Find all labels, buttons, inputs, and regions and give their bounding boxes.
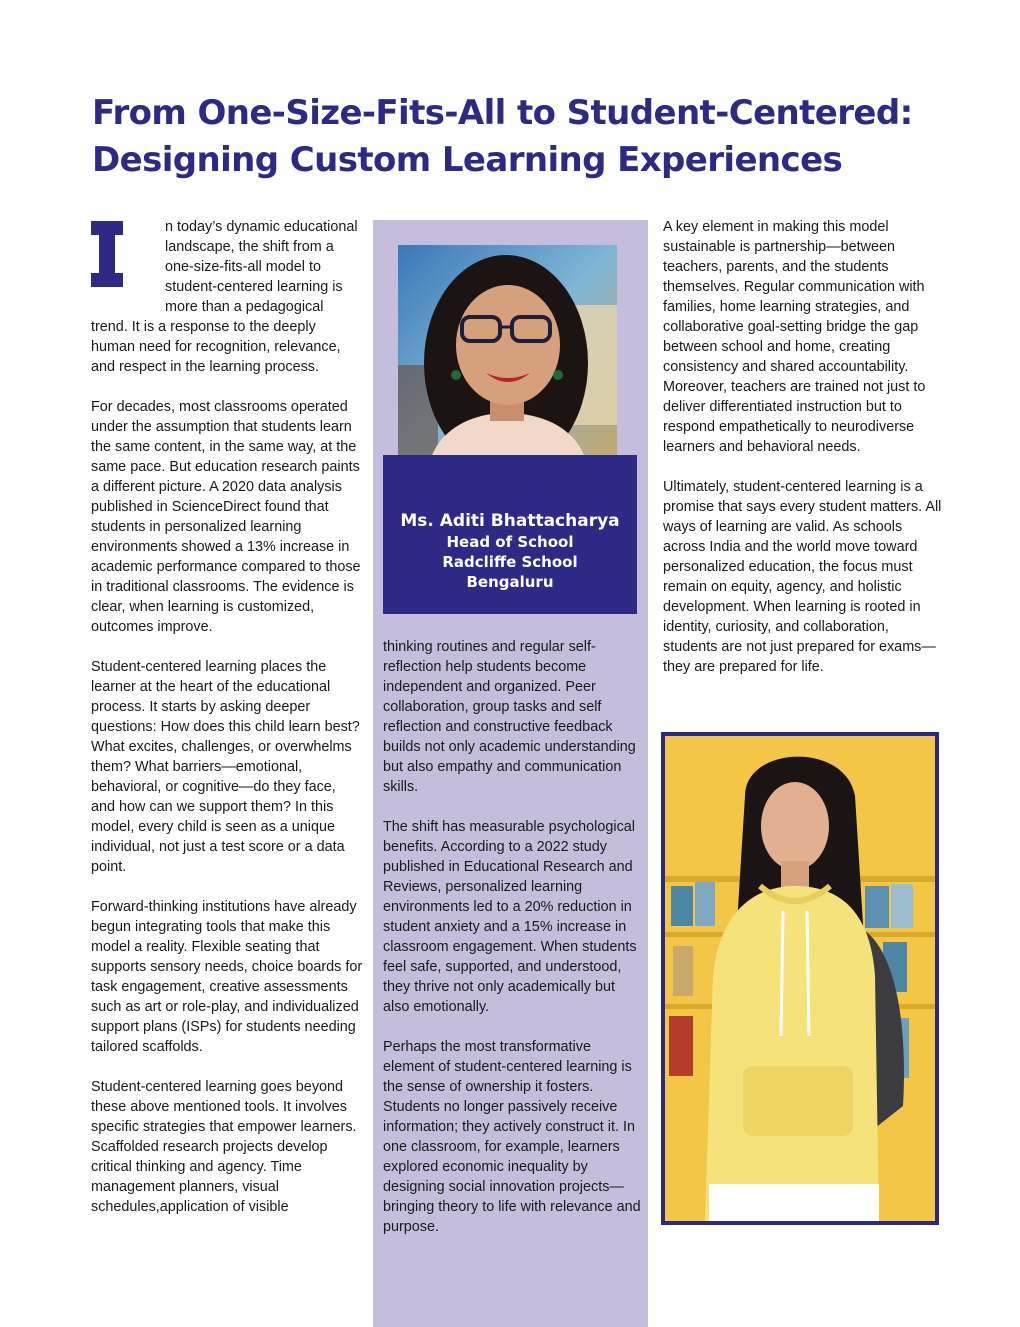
title-line-1: From One-Size-Fits-All to Student-Centered:	[92, 93, 913, 133]
intro-paragraph	[91, 217, 363, 377]
profile-name: Ms. Aditi Bhattacharya	[400, 511, 620, 531]
middle-column	[383, 637, 643, 1257]
title-line-2: Designing Custom Learning Experiences	[92, 140, 843, 180]
profile-school: Radcliffe School	[442, 553, 578, 571]
profile-card	[383, 245, 637, 614]
middle-paragraph-2: The shift has measurable psychological benefits. According to a 2022 study published in Educational Research and Reviews, personalized learning environments led to a 20% reduction in student anxiety and a 15% increase in classroom engagement. When students feel safe, supported, and understood, they thrive not only academically but also emotionally.	[383, 819, 637, 1015]
left-paragraph-3: Forward-thinking institutions have already begun integrating tools that make this model a reality. Flexible seating that supports sensory needs, choice boards for task engagement, creative assessments such as art or role-play, and individualized support plans (ISPs) for students needing tailored scaffolds.	[91, 899, 363, 1055]
left-paragraph-1: For decades, most classrooms operated under the assumption that students learn the same content, in the same way, at the same pace. But education research paints a different picture. A 2020 data analysis published in ScienceDirect found that students in personalized learning environments showed a 13% increase in academic performance compared to those in traditional classrooms. The evidence is clear, when learning is customized, outcomes improve.	[91, 399, 361, 635]
middle-paragraph-1: thinking routines and regular self-reflection help students become independent and organized. Peer collaboration, group tasks and self reflection and constructive feedback builds not only academic understanding but also empathy and communication skills.	[383, 639, 636, 795]
profile-photo	[398, 245, 617, 467]
right-column	[663, 217, 945, 697]
student-photo	[661, 732, 939, 1225]
profile-city: Bengaluru	[466, 573, 554, 591]
article-title	[92, 90, 972, 184]
dropcap	[91, 221, 155, 301]
left-paragraph-4: Student-centered learning goes beyond these above mentioned tools. It involves specific strategies that empower learners. Scaffolded research projects develop critical thinking and agency. Time management planners, visual schedules,application of visible	[91, 1079, 357, 1215]
right-paragraph-2: Ultimately, student-centered learning is a promise that says every student matters. All ways of learning are valid. As schools across India and the world move toward personalized education, the focus must remain on equity, agency, and holistic development. When learning is rooted in identity, curiosity, and collaboration, students are not just prepared for exams—they are prepared for life.	[663, 479, 942, 675]
dropcap-letter	[91, 221, 155, 301]
right-paragraph-1: A key element in making this model sustainable is partnership—between teachers, parents, and the students themselves. Regular communication with families, home learning strategies, and collaborative goal-setting bridge the gap between school and home, creating consistency and shared accountability. Moreover, teachers are trained not just to deliver differentiated instruction but to respond empathetically to neurodiverse learners and behavioral needs.	[663, 219, 926, 455]
left-paragraph-2: Student-centered learning places the learner at the heart of the educational process. It starts by asking deeper questions: How does this child learn best? What excites, challenges, or overwhelms them? What barriers—emotional, behavioral, or cognitive—do they face, and how can we support them? In this model, every child is seen as a unique individual, not just a test score or a data point.	[91, 659, 360, 875]
intro-text: n today’s dynamic educational landscape, the shift from a one-size-fits-all model to student-centered learning is more than a pedagogical trend. It is a response to the deeply human need for recognition, relevance, and respect in the learning process.	[91, 219, 358, 375]
middle-paragraph-3: Perhaps the most transformative element of student-centered learning is the sense of ownership it fosters. Students no longer passively receive information; they actively construct it. In one classroom, for example, learners explored economic inequality by designing social innovation projects—bringing theory to life with relevance and purpose.	[383, 1039, 641, 1235]
left-column	[91, 217, 363, 1237]
profile-caption	[383, 455, 637, 614]
profile-role: Head of School	[446, 533, 574, 551]
